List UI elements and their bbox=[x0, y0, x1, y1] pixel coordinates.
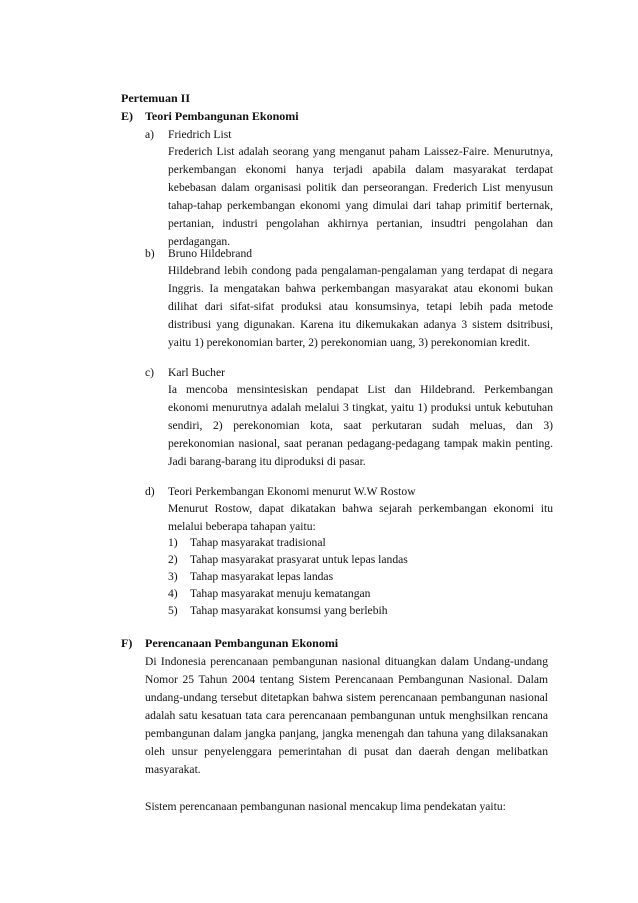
stage-text: Tahap masyarakat prasyarat untuk lepas landas bbox=[190, 553, 408, 566]
section-f-last-line: Sistem perencanaan pembangunan nasional mencakup lima pendekatan yaitu: bbox=[145, 800, 506, 813]
item-c-name: Karl Bucher bbox=[168, 366, 225, 379]
item-c-paragraph: Ia mencoba mensintesiskan pendapat List dan Hildebrand. Perkembangan ekonomi menurutnya adalah melalui 3 tingkat, yaitu 1) produksi untuk kebutuhan sendiri, 2) perekonomian kota, saat perkutaran sudah meluas, dan 3) perekonomian nasional, saat peranan pedagang-pedagang tampak makin penting. Jadi barang-barang itu diproduksi di pasar. bbox=[168, 383, 553, 468]
item-a-paragraph: Frederich List adalah seorang yang menganut paham Laissez-Faire. Menurutnya, perkembangan ekonomi hanya terjadi apabila dalam masyarakat terdapat kebebasan dalam organisasi politik dan perseorangan. Frederich List menyusun tahap-tahap perkembangan ekonomi yang dimulai dari tahap primitif berternak, pertanian, industri pengolahan akhirnya pertanian, insudtri pengolahan dan perdagangan. bbox=[168, 145, 553, 248]
item-b-paragraph: Hildebrand lebih condong pada pengalaman-pengalaman yang terdapat di negara Inggris. Ia mengatakan bahwa perkembangan masyarakat atau ekonomi bukan dilihat dari sifat-sifat produksi atau konsumsinya, tetapi lebih pada metode distribusi yang digunakan. Karena itu dikemukakan adanya 3 sistem dsitribusi, yaitu 1) perekonomian barter, 2) perekonomian uang, 3) perekonomian kredit. bbox=[168, 264, 553, 349]
stage-text: Tahap masyarakat lepas landas bbox=[190, 570, 334, 583]
item-d-paragraph: Menurut Rostow, dapat dikatakan bahwa sejarah perkembangan ekonomi itu melalui beberapa tahapan yaitu: bbox=[168, 502, 553, 533]
item-a-label: a) bbox=[145, 128, 155, 141]
item-a-name: Friedrich List bbox=[168, 128, 232, 141]
item-b-heading bbox=[145, 245, 252, 262]
section-f-heading bbox=[121, 635, 338, 652]
item-d-heading bbox=[145, 483, 416, 500]
section-f-label: F) bbox=[121, 636, 133, 650]
stage-item bbox=[168, 551, 408, 568]
section-f-title: Perencanaan Pembangunan Ekonomi bbox=[145, 636, 339, 650]
item-c-heading bbox=[145, 364, 225, 381]
stage-text: Tahap masyarakat menuju kematangan bbox=[190, 587, 371, 600]
item-c-label: c) bbox=[145, 366, 155, 379]
item-d-name: Teori Perkembangan Ekonomi menurut W.W Rostow bbox=[168, 485, 416, 498]
item-b-name: Bruno Hildebrand bbox=[168, 247, 253, 260]
stage-label: 5) bbox=[168, 604, 178, 617]
section-e-heading bbox=[121, 108, 299, 125]
page-title: Pertemuan II bbox=[121, 91, 190, 105]
stage-label: 2) bbox=[168, 553, 178, 566]
stage-item bbox=[168, 568, 333, 585]
section-e-label: E) bbox=[121, 109, 133, 123]
stage-label: 4) bbox=[168, 587, 178, 600]
stage-item bbox=[168, 585, 370, 602]
stage-text: Tahap masyarakat tradisional bbox=[190, 536, 326, 549]
section-f-paragraph: Di Indonesia perencanaan pembangunan nasional dituangkan dalam Undang-undang Nomor 25 Tahun 2004 tentang Sistem Perencanaan Pembangunan Nasional. Dalam undang-undang tersebut ditetapkan bahwa sistem perencanaan pembangunan nasional adalah satu kesatuan tata cara perencanaan pembangunan untuk menghsilkan rencana pembangunan dalam jangka panjang, jangka menengah dan tahuna yang dilaksanakan oleh unsur penyelenggara pemerintahan di pusat dan daerah dengan melibatkan masyarakat. bbox=[145, 655, 548, 776]
stage-item bbox=[168, 534, 326, 551]
stage-item bbox=[168, 602, 388, 619]
stage-text: Tahap masyarakat konsumsi yang berlebih bbox=[190, 604, 388, 617]
section-e-title: Teori Pembangunan Ekonomi bbox=[145, 109, 299, 123]
stage-label: 1) bbox=[168, 536, 178, 549]
item-a-heading bbox=[145, 126, 231, 143]
item-d-label: d) bbox=[145, 485, 155, 498]
item-b-label: b) bbox=[145, 247, 155, 260]
stage-label: 3) bbox=[168, 570, 178, 583]
